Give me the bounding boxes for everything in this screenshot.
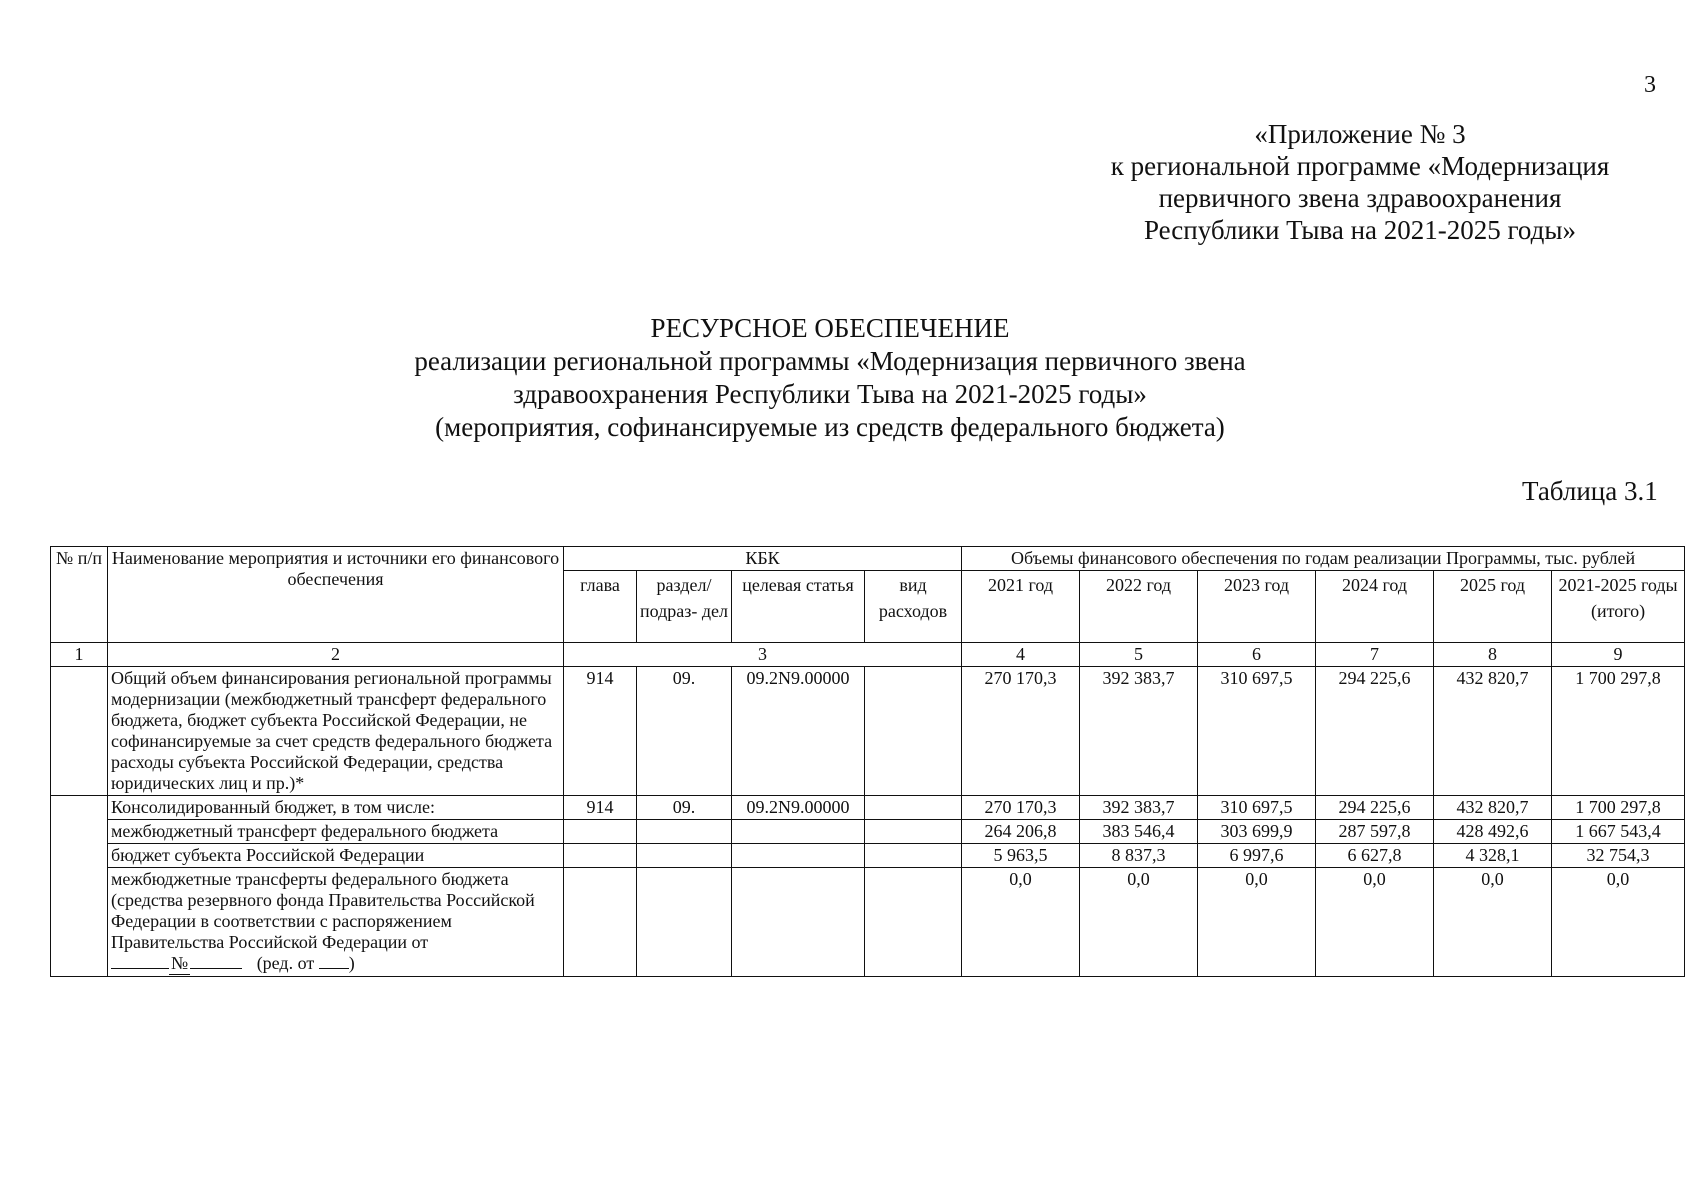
row-statya (732, 820, 865, 844)
row-value: 0,0 (1316, 868, 1434, 977)
row-statya: 09.2N9.00000 (732, 667, 865, 796)
header-kbk: КБК (564, 547, 962, 571)
header-year-total: 2021-2025 годы (итого) (1552, 571, 1685, 643)
row-vid (865, 796, 962, 820)
row-value: 0,0 (962, 868, 1080, 977)
row-name-text: межбюджетные трансферты федерального бюджета (средства резервного фонда Правительства Российской Федерации в соответствии с распоряжением Правительства Российской Федерации от (111, 869, 535, 952)
col-number: 5 (1080, 643, 1198, 667)
annex-line: первичного звена здравоохранения (1158, 183, 1562, 213)
col-number: 7 (1316, 643, 1434, 667)
row-glava (564, 820, 637, 844)
row-value: 294 225,6 (1316, 667, 1434, 796)
title-line: здравоохранения Республики Тыва на 2021-2025 годы» (513, 379, 1147, 409)
row-vid (865, 844, 962, 868)
header-year: 2021 год (962, 571, 1080, 643)
resource-table (50, 546, 1685, 977)
page-number: 3 (1644, 72, 1656, 98)
row-value-total: 32 754,3 (1552, 844, 1685, 868)
row-razdel: 09. (637, 667, 732, 796)
table-label: Таблица 3.1 (1522, 476, 1658, 506)
row-glava (564, 844, 637, 868)
row-glava (564, 868, 637, 977)
row-value: 270 170,3 (962, 796, 1080, 820)
row-razdel (637, 844, 732, 868)
header-vid: вид расходов (865, 571, 962, 643)
row-name: Консолидированный бюджет, в том числе: (108, 796, 564, 820)
col-number: 4 (962, 643, 1080, 667)
header-funding: Объемы финансового обеспечения по годам реализации Программы, тыс. рублей (962, 547, 1685, 571)
blank-line (319, 968, 349, 969)
row-value: 432 820,7 (1434, 796, 1552, 820)
col-number: 2 (108, 643, 564, 667)
document-title (330, 312, 1330, 444)
row-name-red: (ред. от (256, 953, 315, 973)
row-vid (865, 868, 962, 977)
row-name: Общий объем финансирования региональной программы модернизации (межбюджетный трансферт федерального бюджета, бюджет субъекта Российской Федерации, не софинансируемые за счет средств федерального бюджета расходы субъекта Российской Федерации, средства юридических лиц и пр.)* (108, 667, 564, 796)
row-value: 287 597,8 (1316, 820, 1434, 844)
header-year: 2022 год (1080, 571, 1198, 643)
row-value: 432 820,7 (1434, 667, 1552, 796)
row-num (51, 796, 108, 977)
header-name: Наименование мероприятия и источники его финансового обеспечения (108, 547, 564, 643)
header-row (51, 547, 1685, 571)
row-name-close: ) (348, 953, 355, 973)
annex-line: Республики Тыва на 2021-2025 годы» (1143, 215, 1577, 245)
header-year: 2024 год (1316, 571, 1434, 643)
row-value: 310 697,5 (1198, 667, 1316, 796)
row-statya: 09.2N9.00000 (732, 796, 865, 820)
row-value: 428 492,6 (1434, 820, 1552, 844)
row-statya (732, 844, 865, 868)
row-value: 0,0 (1080, 868, 1198, 977)
table-row (51, 667, 1685, 796)
row-value: 294 225,6 (1316, 796, 1434, 820)
row-name: бюджет субъекта Российской Федерации (108, 844, 564, 868)
row-name (108, 868, 564, 977)
row-value: 270 170,3 (962, 667, 1080, 796)
row-value: 4 328,1 (1434, 844, 1552, 868)
table-row (51, 844, 1685, 868)
blank-line (111, 968, 169, 969)
col-number: 3 (564, 643, 962, 667)
col-number: 1 (51, 643, 108, 667)
row-vid (865, 667, 962, 796)
row-value: 310 697,5 (1198, 796, 1316, 820)
row-name-no: № (171, 953, 189, 973)
table-row (51, 796, 1685, 820)
row-statya (732, 868, 865, 977)
row-value: 383 546,4 (1080, 820, 1198, 844)
col-number: 8 (1434, 643, 1552, 667)
row-value: 8 837,3 (1080, 844, 1198, 868)
annex-heading (1060, 118, 1660, 246)
title-line: реализации региональной программы «Модернизация первичного звена (414, 346, 1246, 376)
row-razdel: 09. (637, 796, 732, 820)
table-row (51, 868, 1685, 977)
header-glava: глава (564, 571, 637, 643)
row-glava: 914 (564, 667, 637, 796)
row-num (51, 667, 108, 796)
header-razdel: раздел/ подраз- дел (637, 571, 732, 643)
row-value-total: 1 700 297,8 (1552, 667, 1685, 796)
row-value: 392 383,7 (1080, 796, 1198, 820)
row-vid (865, 820, 962, 844)
annex-line: к региональной программе «Модернизация (1110, 151, 1610, 181)
row-value-total: 1 667 543,4 (1552, 820, 1685, 844)
title-heading: РЕСУРСНОЕ ОБЕСПЕЧЕНИЕ (650, 313, 1010, 343)
col-number: 9 (1552, 643, 1685, 667)
title-line: (мероприятия, софинансируемые из средств федерального бюджета) (435, 412, 1225, 442)
table-row (51, 820, 1685, 844)
row-razdel (637, 868, 732, 977)
row-value: 6 997,6 (1198, 844, 1316, 868)
row-value: 6 627,8 (1316, 844, 1434, 868)
blank-line (190, 968, 242, 969)
row-value: 392 383,7 (1080, 667, 1198, 796)
header-num: № п/п (51, 547, 108, 643)
row-value: 303 699,9 (1198, 820, 1316, 844)
row-value: 264 206,8 (962, 820, 1080, 844)
row-razdel (637, 820, 732, 844)
row-value: 5 963,5 (962, 844, 1080, 868)
header-year: 2023 год (1198, 571, 1316, 643)
row-value-total: 1 700 297,8 (1552, 796, 1685, 820)
col-number: 6 (1198, 643, 1316, 667)
column-number-row (51, 643, 1685, 667)
row-value: 0,0 (1198, 868, 1316, 977)
row-value-total: 0,0 (1552, 868, 1685, 977)
header-year: 2025 год (1434, 571, 1552, 643)
header-statya: целевая статья (732, 571, 865, 643)
row-value: 0,0 (1434, 868, 1552, 977)
row-name: межбюджетный трансферт федерального бюджета (108, 820, 564, 844)
annex-line: «Приложение № 3 (1254, 119, 1466, 149)
row-glava: 914 (564, 796, 637, 820)
